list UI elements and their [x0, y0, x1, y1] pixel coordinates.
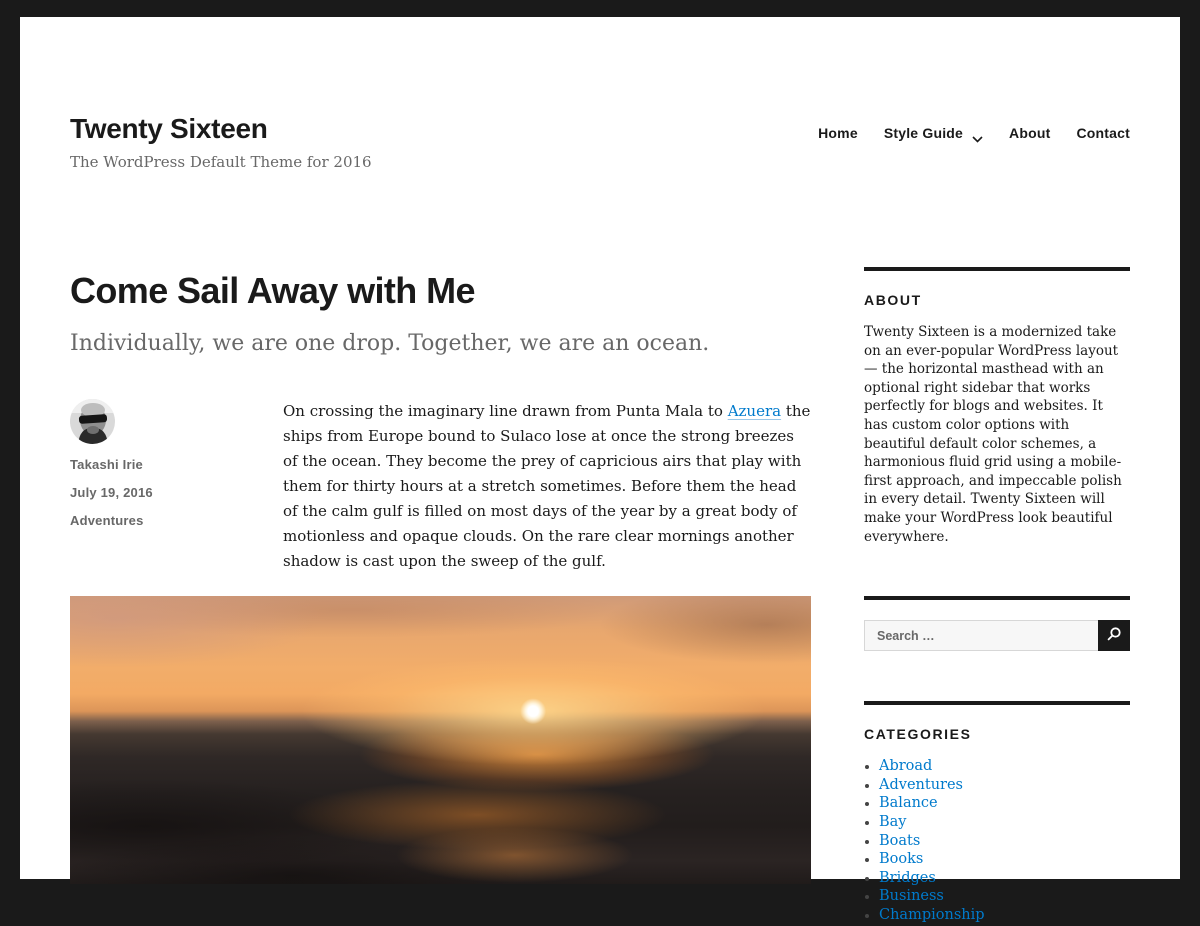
- site-page: [20, 17, 1180, 923]
- category-link-business[interactable]: Business: [879, 888, 944, 905]
- nav-item-contact[interactable]: [1076, 125, 1130, 141]
- masthead: [20, 17, 1180, 171]
- nav-item-label: Style Guide: [883, 125, 964, 141]
- post-meta: [70, 399, 283, 574]
- category-link-books[interactable]: Books: [879, 851, 924, 868]
- search-icon: [1106, 626, 1122, 645]
- categories-list: [864, 759, 1130, 923]
- site-tagline: The WordPress Default Theme for 2016: [70, 153, 372, 171]
- post-article: [70, 271, 811, 926]
- site-title[interactable]: Twenty Sixteen: [70, 113, 268, 144]
- main-nav: [818, 115, 1130, 141]
- post-body: [70, 399, 811, 574]
- nav-item-label: About: [1009, 125, 1051, 141]
- site-content: [20, 271, 1180, 926]
- sidebar: [864, 267, 1130, 926]
- category-item: [864, 834, 1130, 849]
- nav-item-style-guide[interactable]: [884, 125, 983, 141]
- post-date[interactable]: July 19, 2016: [70, 485, 153, 501]
- post-intro: Individually, we are one drop. Together, we are an ocean.: [70, 330, 710, 356]
- category-link-balance[interactable]: Balance: [879, 795, 938, 812]
- about-widget: [864, 267, 1130, 546]
- nav-item-home[interactable]: [818, 125, 858, 141]
- search-input[interactable]: [864, 620, 1098, 651]
- nav-item-label: Home: [818, 125, 858, 141]
- category-item: [864, 815, 1130, 830]
- category-link-bridges[interactable]: Bridges: [879, 869, 936, 886]
- search-button[interactable]: [1098, 620, 1130, 651]
- post-author[interactable]: Takashi Irie: [70, 457, 143, 473]
- category-item: [864, 889, 1130, 904]
- category-item: [864, 852, 1130, 867]
- post-category[interactable]: Adventures: [70, 513, 144, 529]
- about-widget-title: ABOUT: [864, 292, 922, 308]
- category-item: [864, 778, 1130, 793]
- categories-widget: [864, 701, 1130, 923]
- category-link-adventures[interactable]: Adventures: [879, 776, 963, 793]
- paragraph-text: the ships from Europe bound to Sulaco lose at once the strong breezes of the ocean. They become the prey of capricious airs that play with them for thirty hours at a stretch sometimes. Before them the head of the calm gulf is filled on most days of the year by a great body of motionless and opaque clouds. On the rare clear mornings another shadow is cast upon the sweep of the gulf.: [283, 402, 811, 571]
- search-form: [864, 620, 1130, 651]
- category-link-boats[interactable]: Boats: [879, 832, 921, 849]
- category-link-bay[interactable]: Bay: [879, 813, 907, 830]
- category-link-abroad[interactable]: Abroad: [879, 758, 933, 775]
- category-item: [864, 871, 1130, 886]
- post-paragraph: [283, 399, 811, 574]
- site-branding: [70, 115, 372, 171]
- author-avatar[interactable]: [70, 399, 115, 444]
- category-link-championship[interactable]: Championship: [879, 906, 985, 923]
- category-item: [864, 908, 1130, 923]
- paragraph-text: On crossing the imaginary line drawn from Punta Mala to: [283, 402, 728, 421]
- about-widget-text: Twenty Sixteen is a modernized take on an ever-popular WordPress layout — the horizontal masthead with an optional right sidebar that works perfectly for blogs and websites. It has custom color options with beautiful default color schemes, a harmonious fluid grid using a mobile-first approach, and impeccable polish in every detail. Twenty Sixteen will make your WordPress look beautiful everywhere.: [864, 324, 1122, 545]
- nav-item-label: Contact: [1076, 125, 1130, 141]
- category-item: [864, 759, 1130, 774]
- search-widget: [864, 596, 1130, 651]
- category-item: [864, 796, 1130, 811]
- categories-widget-title: CATEGORIES: [864, 726, 972, 743]
- chevron-down-icon[interactable]: [972, 130, 983, 137]
- azuera-link[interactable]: Azuera: [727, 402, 782, 421]
- post-title: Come Sail Away with Me: [70, 270, 475, 311]
- featured-image-ocean-sunset: [70, 596, 811, 884]
- nav-item-about[interactable]: [1009, 125, 1050, 141]
